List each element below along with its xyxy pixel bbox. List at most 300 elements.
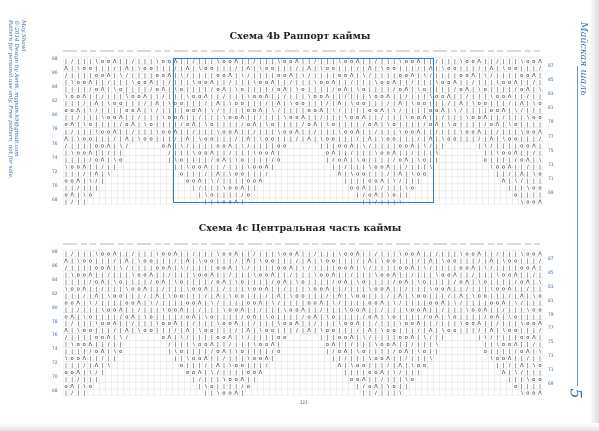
stitch-symbol: | bbox=[520, 185, 523, 192]
stitch-symbol: | bbox=[502, 122, 505, 129]
stitch-symbol: o bbox=[422, 101, 427, 108]
stitch-symbol: o bbox=[374, 108, 378, 115]
row-label-left: 78 bbox=[52, 127, 58, 133]
stitch-symbol: o bbox=[337, 265, 342, 272]
stitch-symbol: ∖ bbox=[398, 58, 402, 65]
stitch-symbol: | bbox=[162, 258, 165, 265]
stitch-symbol: | bbox=[502, 314, 505, 321]
stitch-symbol: Λ bbox=[185, 258, 190, 265]
stitch-symbol: Λ bbox=[118, 307, 123, 314]
stitch-symbol: ∖ bbox=[428, 94, 433, 101]
stitch-symbol: | bbox=[168, 286, 171, 293]
stitch-symbol: | bbox=[77, 314, 80, 321]
stitch-symbol: o bbox=[410, 58, 414, 65]
stitch-symbol: ∖ bbox=[392, 108, 396, 115]
stitch-symbol: o bbox=[100, 72, 105, 79]
stitch-symbol: | bbox=[332, 265, 335, 272]
stitch-symbol: | bbox=[253, 349, 256, 356]
stitch-symbol: Λ bbox=[526, 157, 530, 164]
stitch-symbol: o bbox=[532, 58, 536, 65]
stitch-symbol: Λ bbox=[349, 72, 354, 79]
stitch-symbol: | bbox=[441, 335, 444, 342]
stitch-symbol: | bbox=[350, 328, 353, 335]
stitch-symbol: | bbox=[417, 143, 420, 150]
stitch-symbol: | bbox=[520, 122, 523, 129]
stitch-symbol: | bbox=[150, 58, 152, 65]
stitch-symbol: o bbox=[283, 58, 287, 65]
stitch-symbol: | bbox=[210, 376, 213, 383]
stitch-symbol: | bbox=[198, 143, 201, 150]
stitch-symbol: | bbox=[162, 122, 165, 129]
stitch-symbol: Λ bbox=[94, 171, 99, 178]
stitch-symbol: ∕ bbox=[520, 369, 523, 376]
stitch-symbol: Λ bbox=[204, 94, 208, 101]
stitch-symbol: o bbox=[167, 129, 171, 136]
stitch-symbol: | bbox=[381, 279, 383, 286]
stitch-symbol: | bbox=[77, 293, 80, 300]
stitch-symbol: | bbox=[296, 300, 298, 307]
stitch-symbol: | bbox=[526, 192, 529, 199]
stitch-symbol: o bbox=[240, 349, 244, 356]
stitch-symbol: ∕ bbox=[71, 390, 73, 396]
stitch-symbol: o bbox=[106, 129, 111, 136]
stitch-symbol: | bbox=[101, 342, 104, 349]
stitch-symbol: | bbox=[508, 265, 511, 272]
stitch-symbol: | bbox=[496, 115, 499, 122]
stitch-symbol: Λ bbox=[538, 321, 542, 328]
stitch-symbol: ∖ bbox=[483, 265, 487, 272]
stitch-symbol: | bbox=[533, 94, 535, 101]
stitch-symbol: | bbox=[186, 362, 189, 369]
stitch-symbol: | bbox=[478, 122, 481, 129]
row-label-right: 71 bbox=[548, 176, 554, 182]
stitch-symbol: Λ bbox=[240, 307, 245, 314]
stitch-symbol: Λ bbox=[325, 286, 330, 293]
stitch-symbol: | bbox=[192, 376, 195, 383]
stitch-symbol: Λ bbox=[404, 279, 409, 286]
stitch-symbol: | bbox=[381, 314, 383, 321]
stitch-symbol: o bbox=[234, 185, 238, 192]
stitch-symbol: ∖ bbox=[325, 122, 329, 129]
stitch-symbol: ∖ bbox=[64, 164, 68, 171]
stitch-symbol: Λ bbox=[471, 72, 475, 79]
stitch-symbol: | bbox=[502, 129, 505, 136]
stitch-symbol: ∖ bbox=[222, 185, 226, 192]
stitch-symbol: ∕ bbox=[478, 258, 481, 265]
stitch-symbol: | bbox=[466, 258, 468, 265]
stitch-symbol: | bbox=[168, 157, 171, 164]
stitch-symbol: ∕ bbox=[71, 199, 73, 205]
stitch-symbol: | bbox=[405, 342, 408, 349]
stitch-symbol: | bbox=[156, 272, 159, 279]
stitch-symbol: ∖ bbox=[82, 122, 86, 129]
stitch-symbol: | bbox=[508, 115, 511, 122]
stitch-symbol: | bbox=[332, 251, 335, 258]
stitch-symbol: ∕ bbox=[496, 129, 499, 136]
stitch-symbol: Λ bbox=[380, 369, 384, 376]
stitch-symbol: ∖ bbox=[143, 314, 147, 321]
stitch-symbol: Λ bbox=[222, 86, 226, 93]
stitch-symbol: o bbox=[526, 321, 530, 328]
row-label-right: 87 bbox=[548, 256, 554, 262]
stitch-symbol: | bbox=[144, 279, 146, 286]
stitch-symbol: | bbox=[302, 58, 304, 65]
stitch-symbol: | bbox=[241, 129, 244, 136]
stitch-symbol: Λ bbox=[349, 335, 354, 342]
stitch-symbol: | bbox=[338, 150, 341, 157]
stitch-symbol: | bbox=[131, 258, 134, 265]
stitch-symbol: | bbox=[77, 192, 80, 199]
stitch-symbol: o bbox=[246, 192, 250, 199]
stitch-symbol: o bbox=[210, 65, 214, 72]
stitch-symbol: ∖ bbox=[228, 362, 232, 369]
stitch-symbol: o bbox=[495, 94, 500, 101]
stitch-symbol: ∖ bbox=[398, 390, 402, 396]
stitch-symbol: | bbox=[399, 342, 402, 349]
stitch-symbol: | bbox=[405, 136, 408, 143]
stitch-symbol: o bbox=[258, 164, 263, 171]
stitch-symbol: | bbox=[265, 349, 268, 356]
stitch-symbol: o bbox=[88, 65, 92, 72]
stitch-symbol: | bbox=[375, 362, 377, 369]
stitch-symbol: | bbox=[350, 355, 353, 362]
stitch-symbol: | bbox=[526, 300, 529, 307]
stitch-symbol: o bbox=[289, 307, 293, 314]
stitch-symbol: | bbox=[125, 129, 128, 136]
stitch-symbol: | bbox=[229, 314, 231, 321]
stitch-symbol: | bbox=[338, 65, 341, 72]
stitch-symbol: | bbox=[119, 300, 122, 307]
stitch-symbol: | bbox=[539, 122, 541, 129]
stitch-symbol: ∕ bbox=[89, 86, 92, 93]
stitch-symbol: | bbox=[447, 129, 450, 136]
stitch-symbol: ∕ bbox=[381, 115, 383, 122]
stitch-symbol: o bbox=[380, 342, 384, 349]
stitch-symbol: | bbox=[77, 58, 80, 65]
stitch-symbol: | bbox=[387, 185, 389, 192]
stitch-symbol: o bbox=[501, 342, 506, 349]
stitch-symbol: | bbox=[113, 355, 116, 362]
stitch-symbol: o bbox=[167, 321, 171, 328]
stitch-symbol: | bbox=[150, 72, 152, 79]
stitch-symbol: ∖ bbox=[380, 258, 384, 265]
stitch-symbol: | bbox=[454, 72, 456, 79]
stitch-symbol: | bbox=[514, 94, 517, 101]
stitch-symbol: o bbox=[350, 185, 354, 192]
stitch-symbol: ∕ bbox=[417, 136, 420, 143]
stitch-symbol: | bbox=[198, 101, 201, 108]
stitch-symbol: | bbox=[65, 342, 67, 349]
stitch-symbol: ∖ bbox=[264, 122, 269, 129]
stitch-symbol: Λ bbox=[374, 314, 378, 321]
stitch-symbol: Λ bbox=[112, 129, 117, 136]
stitch-symbol: ∕ bbox=[441, 115, 444, 122]
stitch-symbol: ∕ bbox=[429, 143, 432, 150]
stitch-symbol: | bbox=[271, 335, 274, 342]
stitch-symbol: Λ bbox=[64, 258, 68, 265]
stitch-symbol: ∖ bbox=[64, 94, 68, 101]
stitch-symbol: | bbox=[271, 143, 274, 150]
stitch-symbol: ∖ bbox=[495, 150, 500, 157]
stitch-symbol: | bbox=[217, 272, 219, 279]
stitch-symbol: | bbox=[113, 79, 116, 86]
stitch-symbol: | bbox=[472, 300, 475, 307]
stitch-symbol: | bbox=[296, 72, 298, 79]
stitch-symbol: | bbox=[338, 272, 341, 279]
stitch-symbol: Λ bbox=[428, 258, 433, 265]
stitch-symbol: Λ bbox=[513, 272, 518, 279]
stitch-symbol: | bbox=[198, 86, 201, 93]
stitch-symbol: ∖ bbox=[137, 136, 141, 143]
stitch-symbol: ∕ bbox=[350, 272, 353, 279]
stitch-symbol: | bbox=[235, 355, 238, 362]
stitch-symbol: | bbox=[441, 101, 444, 108]
stitch-symbol: | bbox=[423, 251, 426, 258]
stitch-symbol: o bbox=[234, 101, 238, 108]
stitch-symbol: o bbox=[501, 79, 506, 86]
stitch-symbol: o bbox=[119, 157, 123, 164]
stitch-symbol: ∕ bbox=[107, 342, 110, 349]
stitch-symbol: | bbox=[223, 328, 225, 335]
stitch-symbol: | bbox=[210, 185, 213, 192]
stitch-symbol: | bbox=[314, 86, 317, 93]
stitch-symbol: | bbox=[362, 258, 365, 265]
stitch-symbol: | bbox=[289, 286, 292, 293]
stitch-symbol: | bbox=[514, 265, 517, 272]
stitch-symbol: | bbox=[375, 72, 377, 79]
stitch-symbol: | bbox=[229, 258, 231, 265]
stitch-symbol: o bbox=[283, 265, 287, 272]
row-label-left: 86 bbox=[52, 263, 58, 269]
stitch-symbol: ∕ bbox=[332, 349, 335, 356]
stitch-symbol: ∕ bbox=[77, 115, 80, 122]
stitch-symbol: ∖ bbox=[198, 65, 202, 72]
stitch-symbol: o bbox=[76, 94, 80, 101]
stitch-symbol: | bbox=[539, 335, 541, 342]
stitch-symbol: Λ bbox=[477, 129, 481, 136]
stitch-symbol: | bbox=[162, 79, 165, 86]
stitch-symbol: | bbox=[241, 390, 244, 396]
stitch-symbol: | bbox=[368, 390, 371, 396]
stitch-symbol: | bbox=[71, 265, 73, 272]
stitch-symbol: o bbox=[125, 122, 129, 129]
stitch-symbol: Λ bbox=[361, 307, 366, 314]
stitch-symbol: | bbox=[375, 86, 377, 93]
stitch-symbol: | bbox=[308, 86, 310, 93]
stitch-symbol: | bbox=[192, 86, 195, 93]
stitch-symbol: | bbox=[107, 286, 110, 293]
stitch-symbol: ∕ bbox=[368, 335, 371, 342]
stitch-symbol: | bbox=[399, 185, 402, 192]
stitch-symbol: | bbox=[314, 101, 317, 108]
stitch-symbol: ∕ bbox=[411, 79, 414, 86]
stitch-symbol: Λ bbox=[295, 321, 299, 328]
stitch-symbol: Λ bbox=[228, 143, 232, 150]
stitch-symbol: ∕ bbox=[283, 286, 286, 293]
stitch-symbol: ∖ bbox=[191, 272, 196, 279]
stitch-symbol: o bbox=[526, 335, 530, 342]
stitch-symbol: ∕ bbox=[217, 300, 219, 307]
stitch-symbol: o bbox=[234, 115, 238, 122]
stitch-symbol: ∖ bbox=[501, 65, 506, 72]
stitch-symbol: | bbox=[156, 286, 159, 293]
stitch-symbol: | bbox=[138, 314, 140, 321]
stitch-symbol: ∖ bbox=[185, 94, 190, 101]
stitch-symbol: | bbox=[417, 72, 420, 79]
stitch-symbol: ∖ bbox=[501, 136, 506, 143]
stitch-symbol: | bbox=[283, 300, 286, 307]
stitch-symbol: o bbox=[222, 390, 226, 396]
stitch-symbol: | bbox=[368, 171, 371, 178]
stitch-symbol: ∖ bbox=[313, 79, 317, 86]
stitch-symbol: o bbox=[94, 72, 99, 79]
stitch-symbol: o bbox=[301, 279, 305, 286]
stitch-symbol: | bbox=[77, 349, 80, 356]
stitch-symbol: Λ bbox=[112, 321, 117, 328]
stitch-symbol: | bbox=[460, 314, 462, 321]
stitch-symbol: | bbox=[393, 164, 396, 171]
stitch-symbol: ∖ bbox=[307, 94, 311, 101]
stitch-symbol: | bbox=[441, 72, 444, 79]
credits-margin bbox=[6, 20, 26, 380]
stitch-symbol: o bbox=[538, 293, 542, 300]
stitch-symbol: | bbox=[411, 122, 414, 129]
stitch-symbol: | bbox=[460, 286, 462, 293]
stitch-symbol: ∕ bbox=[508, 101, 511, 108]
stitch-symbol: | bbox=[119, 321, 122, 328]
stitch-symbol: o bbox=[532, 321, 536, 328]
stitch-symbol: ∖ bbox=[216, 251, 220, 258]
stitch-symbol: | bbox=[326, 335, 329, 342]
stitch-symbol: | bbox=[107, 65, 110, 72]
stitch-symbol: Λ bbox=[477, 251, 481, 258]
stitch-symbol: o bbox=[337, 157, 342, 164]
stitch-symbol: | bbox=[186, 150, 189, 157]
stitch-symbol: o bbox=[94, 157, 99, 164]
stitch-symbol: | bbox=[229, 108, 231, 115]
stitch-symbol: | bbox=[393, 185, 396, 192]
stitch-symbol: | bbox=[296, 79, 298, 86]
stitch-symbol: | bbox=[466, 314, 468, 321]
stitch-symbol: | bbox=[265, 307, 268, 314]
stitch-symbol: | bbox=[496, 143, 499, 150]
stitch-symbol: ∕ bbox=[89, 279, 92, 286]
stitch-symbol: | bbox=[314, 72, 317, 79]
stitch-symbol: o bbox=[198, 286, 202, 293]
stitch-symbol: | bbox=[107, 328, 110, 335]
stitch-symbol: Λ bbox=[483, 115, 488, 122]
stitch-symbol: o bbox=[356, 115, 360, 122]
stitch-symbol: | bbox=[241, 178, 244, 185]
stitch-symbol: ∖ bbox=[112, 157, 117, 164]
stitch-symbol: o bbox=[149, 136, 153, 143]
stitch-symbol: | bbox=[526, 272, 529, 279]
stitch-symbol: | bbox=[508, 143, 511, 150]
stitch-symbol: o bbox=[64, 383, 68, 390]
stitch-symbol: ∕ bbox=[332, 157, 335, 164]
stitch-symbol: o bbox=[106, 321, 111, 328]
stitch-symbol: ∖ bbox=[380, 136, 384, 143]
stitch-symbol: | bbox=[283, 328, 286, 335]
stitch-symbol: | bbox=[186, 293, 189, 300]
stitch-symbol: | bbox=[107, 279, 110, 286]
stitch-symbol: ∕ bbox=[368, 72, 371, 79]
stitch-symbol: ∕ bbox=[350, 79, 353, 86]
stitch-symbol: | bbox=[65, 86, 67, 93]
stitch-symbol: Λ bbox=[100, 279, 105, 286]
stitch-symbol: | bbox=[520, 164, 523, 171]
stitch-symbol: o bbox=[538, 101, 542, 108]
stitch-symbol: o bbox=[495, 164, 500, 171]
stitch-symbol: ∖ bbox=[386, 192, 390, 199]
stitch-symbol: ∖ bbox=[246, 286, 250, 293]
stitch-symbol: ∕ bbox=[113, 136, 116, 143]
stitch-symbol: | bbox=[138, 101, 140, 108]
stitch-symbol: o bbox=[264, 258, 269, 265]
stitch-symbol: ∕ bbox=[186, 72, 189, 79]
stitch-symbol: | bbox=[502, 321, 505, 328]
stitch-symbol: | bbox=[210, 199, 213, 205]
stitch-symbol: o bbox=[82, 79, 86, 86]
stitch-symbol: | bbox=[83, 58, 86, 65]
stitch-symbol: | bbox=[296, 265, 298, 272]
stitch-symbol: | bbox=[180, 258, 183, 265]
stitch-symbol: o bbox=[277, 335, 281, 342]
stitch-symbol: | bbox=[320, 335, 323, 342]
stitch-symbol: | bbox=[332, 143, 335, 150]
stitch-symbol: | bbox=[107, 122, 110, 129]
stitch-symbol: Λ bbox=[112, 251, 117, 258]
stitch-symbol: Λ bbox=[416, 129, 421, 136]
stitch-symbol: ∕ bbox=[223, 286, 225, 293]
stitch-symbol: o bbox=[331, 258, 335, 265]
stitch-symbol: ∖ bbox=[94, 251, 99, 258]
stitch-symbol: | bbox=[253, 65, 256, 72]
stitch-symbol: | bbox=[308, 272, 310, 279]
stitch-symbol: o bbox=[258, 150, 263, 157]
stitch-symbol: o bbox=[246, 369, 250, 376]
stitch-symbol: | bbox=[344, 342, 347, 349]
stitch-symbol: | bbox=[65, 79, 67, 86]
stitch-symbol: | bbox=[344, 65, 347, 72]
stitch-symbol: o bbox=[325, 79, 329, 86]
stitch-symbol: ∕ bbox=[235, 65, 238, 72]
stitch-symbol: ∖ bbox=[179, 143, 184, 150]
stitch-symbol: | bbox=[77, 199, 80, 205]
stitch-symbol: | bbox=[192, 136, 195, 143]
stitch-symbol: | bbox=[156, 314, 159, 321]
stitch-symbol: ∕ bbox=[539, 65, 541, 72]
stitch-symbol: o bbox=[228, 376, 232, 383]
stitch-symbol: | bbox=[423, 286, 426, 293]
stitch-symbol: o bbox=[125, 314, 129, 321]
row-label-left: 68 bbox=[52, 197, 58, 203]
stitch-symbol: | bbox=[417, 122, 420, 129]
stitch-symbol: | bbox=[229, 157, 231, 164]
stitch-symbol: o bbox=[252, 178, 256, 185]
stitch-symbol: | bbox=[180, 150, 183, 157]
stitch-symbol: o bbox=[137, 286, 141, 293]
stitch-symbol: | bbox=[375, 65, 377, 72]
stitch-symbol: ∖ bbox=[234, 279, 238, 286]
stitch-symbol: | bbox=[399, 136, 402, 143]
stitch-symbol: | bbox=[131, 136, 134, 143]
stitch-symbol: ∕ bbox=[405, 94, 408, 101]
stitch-symbol: | bbox=[466, 293, 468, 300]
stitch-symbol: | bbox=[302, 272, 304, 279]
stitch-symbol: | bbox=[447, 307, 450, 314]
stitch-symbol: ∕ bbox=[198, 376, 201, 383]
